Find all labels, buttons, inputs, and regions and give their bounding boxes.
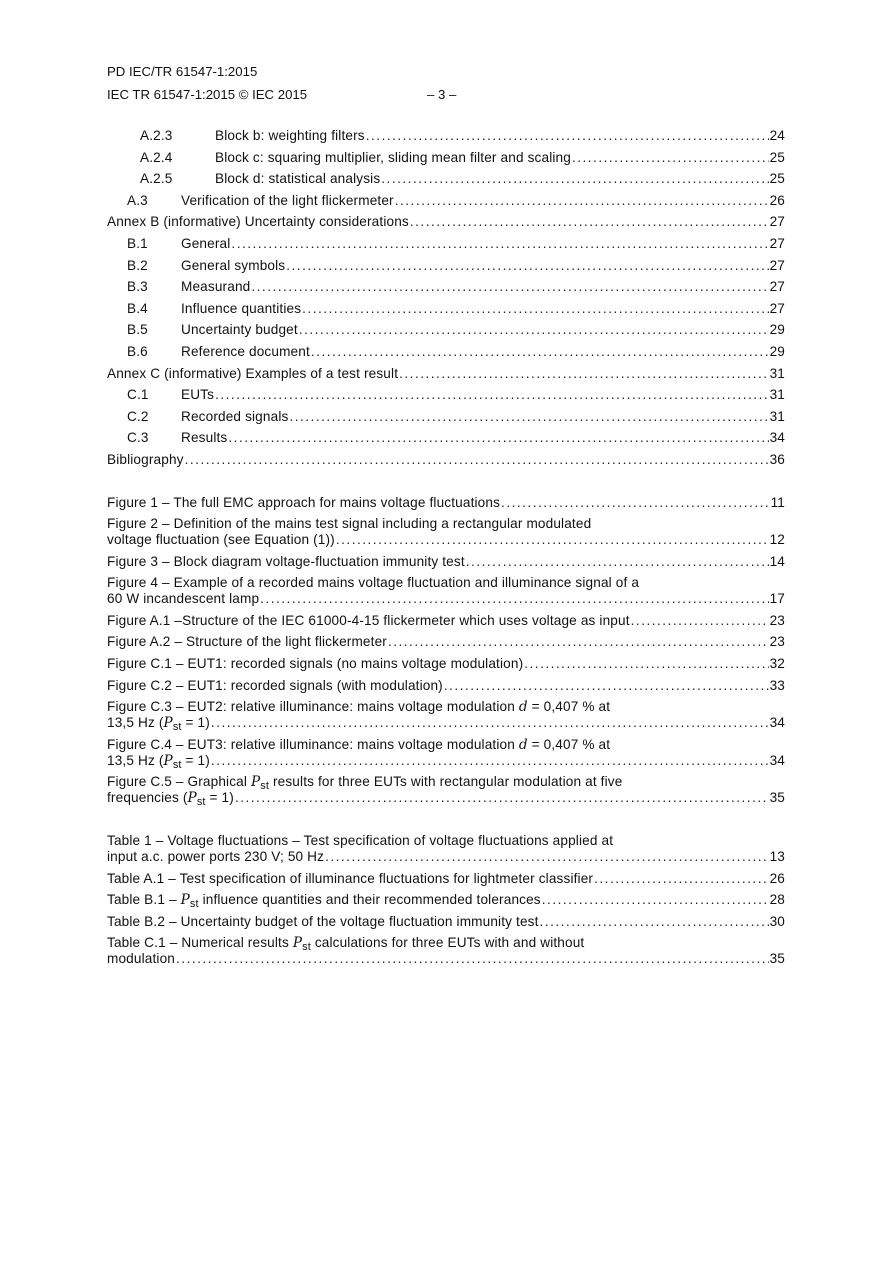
- toc-entry[interactable]: [107, 409, 785, 425]
- symbol-d: d: [518, 736, 528, 753]
- subscript-st: st: [189, 898, 199, 911]
- section-number: B.2: [127, 257, 148, 273]
- header-page-number: – 3 –: [427, 87, 457, 102]
- page-ref: 28: [769, 892, 785, 908]
- toc-entry[interactable]: [107, 301, 785, 317]
- page-ref: 13: [769, 849, 785, 865]
- section-title: Block d: statistical analysis: [215, 171, 381, 187]
- section-title: Results: [181, 430, 228, 446]
- section-title: Influence quantities: [181, 300, 302, 316]
- section-title: Annex C (informative) Examples of a test result: [107, 365, 399, 381]
- toc-entry-figure-c2[interactable]: Figure C.2 – EUT1: recorded signals (with modulation) ..... 33: [107, 678, 785, 694]
- toc-entry[interactable]: [107, 387, 785, 403]
- page-ref: 24: [769, 128, 785, 143]
- symbol-d: d: [518, 699, 528, 716]
- toc-entry-table-b1[interactable]: Table $B.1 - P_{st}$ influence quantities and their recommended tolerances ..... 28: [107, 892, 785, 908]
- toc-entry[interactable]: [107, 322, 785, 338]
- toc-entry-table-1[interactable]: Table 1 – Voltage fluctuations – Test specification of voltage fluctuations applied at input a.c. power ports 230 V; 50 Hz ..... 13: [107, 833, 785, 865]
- page-ref: 30: [769, 913, 785, 929]
- page-ref: 31: [769, 408, 785, 424]
- symbol-p: P: [180, 892, 190, 909]
- toc-entry[interactable]: [107, 214, 785, 230]
- symbol-p: P: [187, 790, 197, 807]
- section-number: A.2.3: [140, 128, 173, 143]
- section-number: B.1: [127, 235, 148, 251]
- page-ref: 36: [769, 451, 785, 467]
- section-title: Reference document: [181, 343, 310, 359]
- page-ref: 29: [769, 322, 785, 338]
- page-ref: 29: [769, 343, 785, 359]
- page-ref: 27: [769, 279, 785, 295]
- page-ref: 25: [769, 149, 785, 165]
- symbol-p: P: [292, 935, 303, 952]
- subscript-st: st: [172, 721, 182, 734]
- section-number: C.1: [127, 387, 149, 403]
- toc-entry[interactable]: [107, 193, 785, 209]
- section-number: B.3: [127, 279, 148, 295]
- page-ref: 33: [769, 677, 785, 693]
- page-ref: 14: [769, 553, 785, 569]
- toc-entry-figure-c3[interactable]: Figure C.3 – EUT2: relative illuminance: mains voltage modulation d = 0,407 % at 13,5 Hz $(P_{st} = 1)$ ..... 34: [107, 699, 785, 731]
- toc-list: [107, 128, 785, 468]
- header-copyright-text: IEC TR 61547-1:2015 © IEC 2015: [107, 87, 308, 102]
- toc-entry-figure-c1[interactable]: Figure C.1 – EUT1: recorded signals (no mains voltage modulation) ..... 32: [107, 656, 785, 672]
- table-of-contents: [107, 128, 785, 973]
- page-ref: 31: [769, 365, 785, 381]
- page-ref: 35: [769, 790, 785, 806]
- section-number: A.2.4: [140, 149, 173, 165]
- section-number: B.4: [127, 300, 148, 316]
- section-title: EUTs: [181, 387, 215, 403]
- page-ref: 23: [769, 612, 785, 628]
- section-title: Bibliography: [107, 451, 184, 467]
- toc-entry-table-b2[interactable]: Table B.2 – Uncertainty budget of the voltage fluctuation immunity test ..... 30: [107, 914, 785, 930]
- page-ref: 12: [769, 532, 785, 548]
- section-title: Recorded signals: [181, 408, 289, 424]
- page-ref: 31: [769, 387, 785, 403]
- toc-entry[interactable]: [107, 128, 785, 144]
- page-ref: 17: [769, 591, 785, 607]
- toc-entry[interactable]: [107, 366, 785, 382]
- section-title: Block b: weighting filters: [215, 128, 365, 143]
- page-ref: 35: [769, 951, 785, 967]
- toc-entry-figure-c4[interactable]: Figure C.4 – EUT3: relative illuminance: mains voltage modulation d = 0,407 % at 13,5 Hz $(P_{st} = 1)$ ..... 34: [107, 737, 785, 769]
- page-ref: 34: [769, 715, 785, 731]
- section-title: Annex B (informative) Uncertainty considerations: [107, 214, 409, 230]
- page-ref: 26: [769, 870, 785, 886]
- section-title: Measurand: [181, 279, 251, 295]
- toc-entry-figure-1[interactable]: Figure 1 – The full EMC approach for mains voltage fluctuations ..... 11: [107, 495, 785, 511]
- section-number: A.3: [127, 192, 148, 208]
- toc-entry-figure-a1[interactable]: Figure A.1 –Structure of the IEC 61000-4-15 flickermeter which uses voltage as input ..... 23: [107, 613, 785, 629]
- toc-entry-table-c1[interactable]: Table C.1 – Numerical results $P_{st}$ calculations for three EUTs with and without modulation ..... 35: [107, 935, 785, 967]
- toc-entry-figure-4[interactable]: Figure 4 – Example of a recorded mains voltage fluctuation and illuminance signal of a 60 W incandescent lamp ..... 17: [107, 575, 785, 607]
- page-ref: 26: [769, 192, 785, 208]
- toc-entry[interactable]: [107, 279, 785, 295]
- page-ref: 23: [769, 634, 785, 650]
- page-ref: 34: [769, 752, 785, 768]
- toc-entry-figure-a2[interactable]: Figure A.2 – Structure of the light flickermeter ..... 23: [107, 634, 785, 650]
- list-of-tables: [107, 833, 785, 967]
- toc-entry[interactable]: [107, 171, 785, 187]
- toc-entry-figure-3[interactable]: Figure 3 – Block diagram voltage-fluctuation immunity test ..... 14: [107, 554, 785, 570]
- toc-entry[interactable]: [107, 452, 785, 468]
- symbol-p: P: [163, 752, 173, 769]
- toc-entry-figure-c5[interactable]: Figure C.5 – Graphical $P_{st}$ results for three EUTs with rectangular modulation at five frequencies $(P_{st} = 1)$ ..... 35: [107, 774, 785, 806]
- symbol-p: P: [163, 715, 173, 732]
- subscript-st: st: [196, 796, 206, 809]
- section-number: B.6: [127, 343, 148, 359]
- section-number: C.3: [127, 430, 149, 446]
- list-of-figures: [107, 495, 785, 807]
- toc-entry[interactable]: [107, 430, 785, 446]
- toc-entry[interactable]: [107, 258, 785, 274]
- page-ref: 25: [769, 171, 785, 187]
- section-title: General: [181, 235, 231, 251]
- subscript-st: st: [172, 758, 182, 771]
- toc-entry-figure-2[interactable]: Figure 2 – Definition of the mains test signal including a rectangular modulated voltage fluctuation (see Equation (1)) ..... 12: [107, 516, 785, 548]
- section-number: C.2: [127, 408, 149, 424]
- page-ref: 11: [770, 494, 785, 510]
- header-copyright: [107, 87, 457, 103]
- header-doc-id: PD IEC/TR 61547-1:2015: [107, 64, 258, 79]
- page-ref: 27: [769, 214, 785, 230]
- section-number: A.2.5: [140, 171, 173, 187]
- page-ref: 27: [769, 300, 785, 316]
- page-ref: 27: [769, 257, 785, 273]
- toc-entry-table-a1[interactable]: Table A.1 – Test specification of illuminance fluctuations for lightmeter classifier ..... 26: [107, 871, 785, 887]
- page-ref: 27: [769, 235, 785, 251]
- symbol-p: P: [250, 774, 261, 791]
- toc-entry[interactable]: [107, 236, 785, 252]
- section-title: General symbols: [181, 257, 286, 273]
- toc-entry[interactable]: [107, 150, 785, 166]
- subscript-st: st: [260, 780, 270, 793]
- section-title: Uncertainty budget: [181, 322, 298, 338]
- page-ref: 32: [769, 656, 785, 672]
- page-ref: 34: [769, 430, 785, 446]
- section-title: Block c: squaring multiplier, sliding mean filter and scaling: [215, 149, 571, 165]
- toc-entry[interactable]: [107, 344, 785, 360]
- section-title: Verification of the light flickermeter: [181, 192, 394, 208]
- subscript-st: st: [302, 941, 311, 954]
- section-number: B.5: [127, 322, 148, 338]
